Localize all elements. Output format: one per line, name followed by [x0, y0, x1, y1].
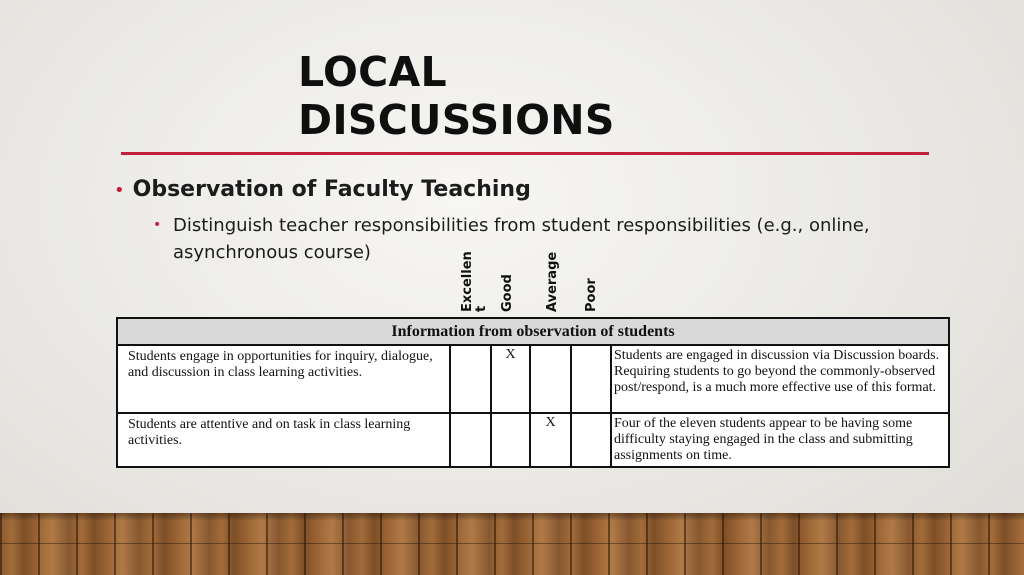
rating-cell-poor	[572, 346, 612, 412]
floor-seam	[0, 543, 1024, 544]
rating-mark	[492, 414, 529, 415]
row-comment: Students are engaged in discussion via Discussion boards. Requiring students to go beyond the commonly-observed post/respond, is a much more effective use of this format.	[614, 348, 940, 395]
rating-cell-good	[492, 346, 531, 412]
bullet-dot-icon: •	[153, 217, 162, 233]
bullet-level1	[114, 176, 531, 205]
row-comment: Four of the eleven students appear to be having some difficulty staying engaged in the class and submitting assignments on time.	[614, 416, 913, 463]
slide-title	[298, 48, 615, 144]
rating-cell-excellent	[451, 414, 492, 468]
rating-cell-excellent	[451, 346, 492, 412]
rating-mark	[451, 346, 490, 347]
row-description: Students engage in opportunities for inquiry, dialogue, and discussion in class learning activities.	[118, 346, 451, 412]
wood-floor-background	[0, 513, 1024, 575]
rating-mark	[451, 414, 490, 415]
rating-mark: X	[545, 415, 556, 430]
row-description: Students are attentive and on task in class learning activities.	[118, 414, 451, 468]
rating-label-excellent: Excellen t	[460, 251, 489, 312]
rating-label-average: Average	[545, 251, 560, 312]
rating-mark	[572, 346, 610, 347]
slide-title-line2: DISCUSSIONS	[298, 96, 615, 144]
bullet-level2	[153, 212, 913, 266]
rating-label-good: Good	[500, 274, 515, 312]
title-underline	[121, 152, 929, 155]
rating-mark	[572, 414, 610, 415]
rating-cell-good	[492, 414, 531, 468]
bullet-level1-text: Observation of Faculty Teaching	[132, 177, 531, 202]
rating-cell-average	[531, 346, 572, 412]
rating-cell-poor	[572, 414, 612, 468]
rating-label-poor: Poor	[584, 278, 599, 312]
table-row	[118, 346, 948, 414]
bullet-level2-text: Distinguish teacher responsibilities from student responsibilities (e.g., online, asynchronous course)	[173, 215, 870, 263]
table-row	[118, 414, 948, 468]
slide-title-line1: LOCAL	[298, 48, 447, 96]
bullet-dot-icon: •	[114, 180, 125, 201]
rating-mark	[531, 346, 570, 347]
table-header: Information from observation of students	[118, 319, 948, 346]
rating-mark: X	[505, 347, 516, 362]
observation-table	[116, 317, 950, 468]
rating-cell-average	[531, 414, 572, 468]
